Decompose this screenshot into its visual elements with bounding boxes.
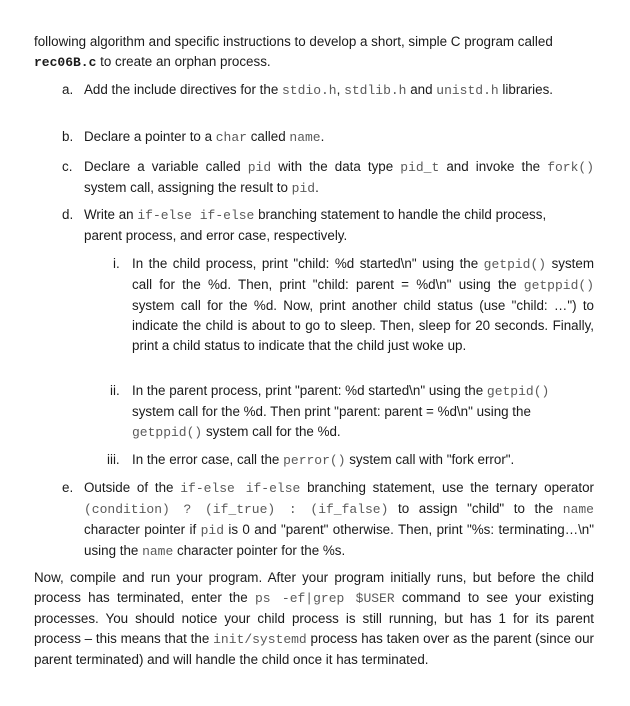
program-filename: rec06B.c <box>34 55 97 70</box>
step-d-iii: In the error case, call the perror() system call with "fork error". <box>132 452 515 468</box>
intro-paragraph <box>34 32 574 73</box>
intro-text: following algorithm and specific instructions to develop a short, simple C program called <box>34 34 553 49</box>
code-init-systemd: init/systemd <box>213 632 307 647</box>
step-c: Declare a variable called pid with the data type pid_t and invoke the fork() system call, assigning the result to pid. <box>84 159 595 196</box>
step-a-marker: a. <box>62 82 74 97</box>
step-e-marker: e. <box>62 480 74 495</box>
step-b: Declare a pointer to a char called name. <box>84 129 325 145</box>
code-ps-command: ps -ef|grep $USER <box>254 591 395 606</box>
intro-text-end: to create an orphan process. <box>96 54 271 69</box>
step-d-ii-marker: ii. <box>110 383 120 398</box>
outro-paragraph: Now, compile and run your program. After your program initially runs, but before the child process has terminated, enter the ps -ef|grep $USER command to see your existing processes. You should notice your child process is still running, but has 1 for its parent process – this means that the init/systemd process has taken over as the parent (since our parent terminated) and will handle the child once it has terminated. <box>34 570 594 667</box>
code-char: char <box>215 130 247 145</box>
step-d-ii: In the parent process, print "parent: %d started\n" using the getpid() system call for the %d. Then print "parent: parent = %d\n" using the getppid() system call for the %d. <box>132 383 550 440</box>
step-c-marker: c. <box>62 159 73 174</box>
step-e: Outside of the if-else if-else branching statement, use the ternary operator (condition) ? (if_true) : (if_false) to assign "child" to the name character pointer if pid is 0 and "parent" otherwise. Then, print "%s: terminating…\n" using the name character pointer for the %s. <box>84 480 595 559</box>
step-d: Write an if-else if-else branching statement to handle the child process, parent process, and error case, respectively. <box>84 207 547 243</box>
step-d-iii-marker: iii. <box>107 452 120 467</box>
step-d-i-marker: i. <box>113 256 120 271</box>
step-d-i: In the child process, print "child: %d started\n" using the getpid() system call for the %d. Then, print "child: parent = %d\n" using the getppid() system call for the %d. Now, print another child status (use "child: …") to indicate the child is about to go to sleep. Then, sleep for 20 seconds. Finally, print a child status to indicate that the child just woke up. <box>132 256 594 353</box>
code-stdlib: stdlib.h <box>344 83 407 98</box>
step-a: Add the include directives for the stdio.h, stdlib.h and unistd.h libraries. <box>84 82 554 98</box>
step-d-marker: d. <box>62 207 74 222</box>
code-unistd: unistd.h <box>436 83 499 98</box>
code-name: name <box>289 130 321 145</box>
code-stdio: stdio.h <box>282 83 337 98</box>
step-b-marker: b. <box>62 129 74 144</box>
